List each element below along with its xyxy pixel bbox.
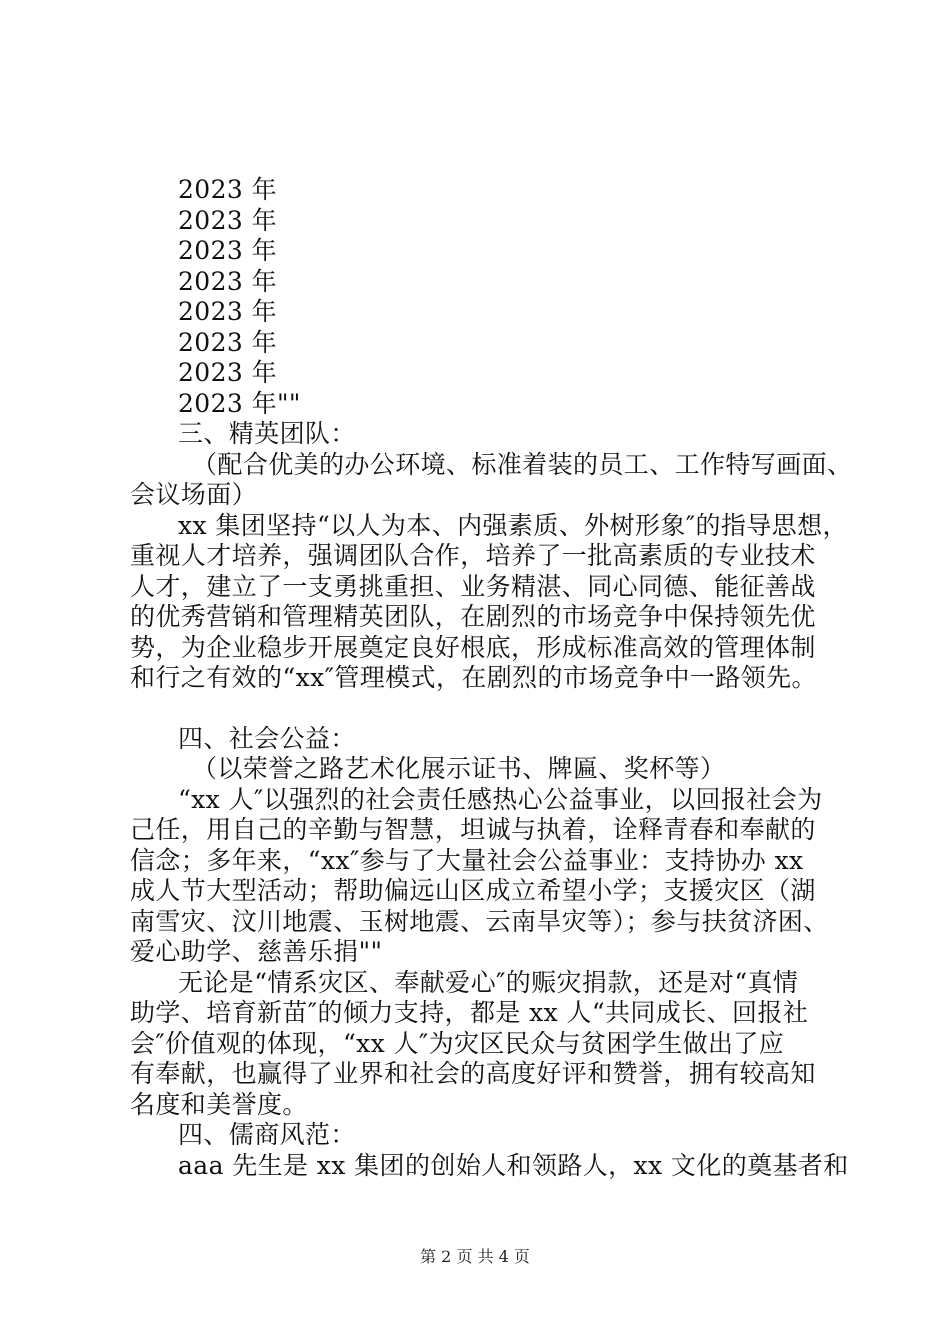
section-note: 会议场面） (130, 480, 258, 509)
section-heading: 四、儒商风范： (178, 1120, 356, 1149)
paragraph-line: 助学、培育新苗″的倾力支持，都是 xx 人“共同成长、回报社 (130, 998, 809, 1027)
paragraph-line: aaa 先生是 xx 集团的创始人和领路人，xx 文化的奠基者和 (178, 1150, 849, 1180)
paragraph-line: 和行之有效的“xx″管理模式，在剧烈的市场竞争中一路领先。 (130, 663, 817, 692)
paragraph-line: 名度和美誉度。 (130, 1089, 308, 1119)
page-footer (0, 1244, 950, 1267)
year-list (130, 175, 850, 419)
year-line: 2023 年 (178, 297, 277, 326)
paragraph-line: 的优秀营销和管理精英团队，在剧烈的市场竞争中保持领先优 (130, 602, 816, 631)
paragraph-line: xx 集团坚持“以人为本、内强素质、外树形象″的指导思想， (178, 510, 848, 540)
paragraph-line: 势，为企业稳步开展奠定良好根底，形成标准高效的管理体制 (130, 632, 816, 662)
section-elite-team (130, 419, 853, 694)
year-line: 2023 年 (178, 358, 277, 387)
paragraph-line: 南雪灾、汶川地震、玉树地震、云南旱灾等）；参与扶贫济困、 (130, 906, 829, 936)
document-body (130, 175, 853, 1181)
section-public-welfare (130, 724, 850, 1121)
paragraph-line: 会″价值观的体现，“xx 人″为灾区民众与贫困学生做出了应 (130, 1028, 785, 1058)
section-note: （以荣誉之路艺术化展示证书、牌匾、奖杯等） (192, 754, 726, 783)
paragraph-line: 信念；多年来，“xx″参与了大量社会公益事业：支持协办 xx (130, 845, 804, 875)
section-note: （配合优美的办公环境、标准着装的员工、工作特写画面、 (192, 449, 853, 479)
paragraph-line: 爱心助学、慈善乐捐"" (130, 937, 383, 966)
section-heading: 三、精英团队： (178, 419, 356, 448)
year-line: 2023 年 (178, 266, 277, 296)
section-heading: 四、社会公益： (178, 723, 356, 753)
year-line: 2023 年 (178, 236, 277, 265)
paragraph-line: 己任，用自己的辛勤与智慧，坦诚与执着，诠释青春和奉献的 (130, 815, 816, 844)
paragraph-gap (130, 694, 850, 724)
section-confucian-merchant (130, 1120, 850, 1181)
year-line: 2023 年 (178, 205, 277, 235)
year-line: 2023 年 (178, 175, 277, 204)
paragraph-line: 人才，建立了一支勇挑重担、业务精湛、同心同德、能征善战 (130, 571, 816, 601)
paragraph-line: 成人节大型活动；帮助偏远山区成立希望小学；支援灾区（湖 (130, 876, 816, 905)
year-line: 2023 年 (178, 327, 277, 357)
paragraph-line: 有奉献，也赢得了业界和社会的高度好评和赞誉，拥有较高知 (130, 1059, 816, 1088)
paragraph-line: 无论是“情系灾区、奉献爱心″的赈灾捐款，还是对“真情 (178, 967, 799, 997)
year-line: 2023 年"" (178, 388, 301, 418)
paragraph-line: 重视人才培养，强调团队合作，培养了一批高素质的专业技术 (130, 541, 816, 570)
page-number: 第 2 页 共 4 页 (420, 1247, 530, 1266)
paragraph-line: “xx 人″以强烈的社会责任感热心公益事业，以回报社会为 (178, 784, 823, 814)
